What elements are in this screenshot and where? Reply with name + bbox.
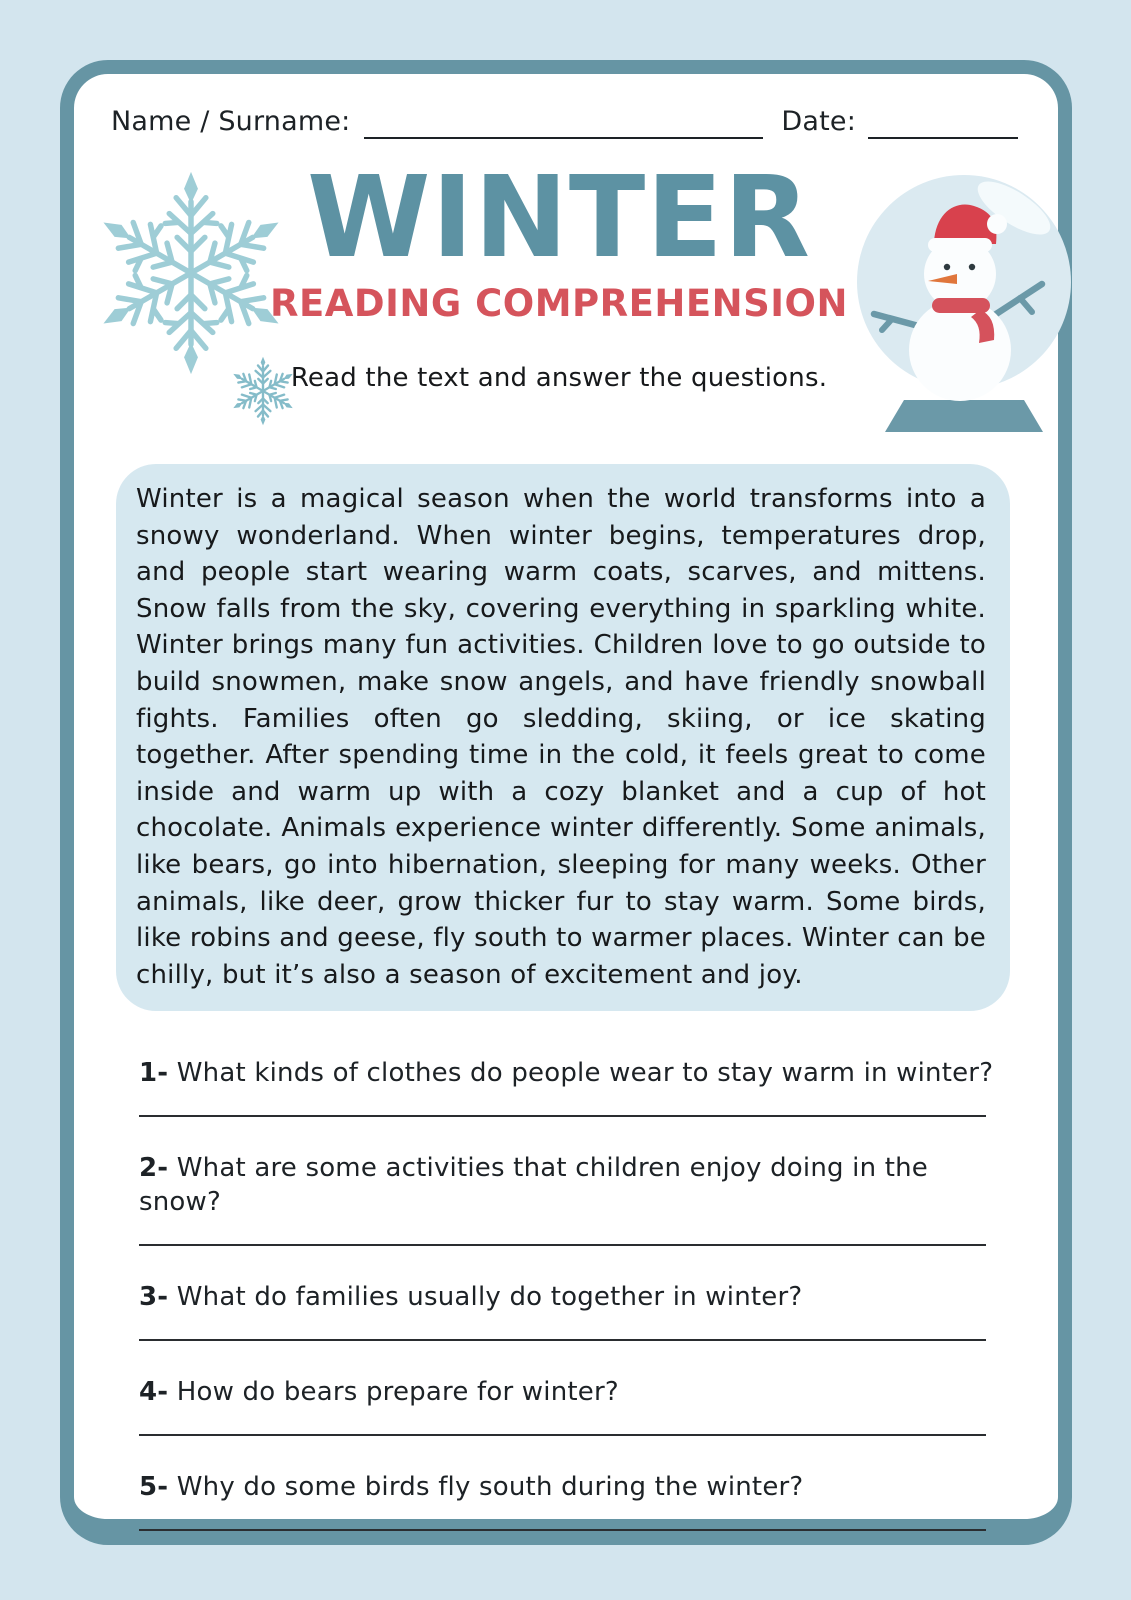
question-block-1 (139, 1056, 999, 1117)
question-1 (139, 1056, 999, 1090)
question-2-number: 2- (139, 1153, 169, 1184)
worksheet-header (74, 74, 1058, 464)
globe-base (885, 400, 1043, 432)
name-label: Name / Surname: (111, 106, 351, 137)
page-title: WINTER (306, 153, 812, 283)
date-blank-line[interactable] (868, 107, 1018, 139)
question-5 (139, 1470, 999, 1504)
answer-line-4[interactable] (139, 1434, 986, 1436)
question-3-text: What do families usually do together in winter? (176, 1282, 803, 1313)
question-4 (139, 1375, 999, 1409)
answer-line-5[interactable] (139, 1529, 986, 1531)
question-5-text: Why do some birds fly south during the winter? (176, 1472, 804, 1503)
answer-line-3[interactable] (139, 1339, 986, 1341)
question-1-text: What kinds of clothes do people wear to stay warm in winter? (176, 1058, 994, 1089)
question-4-number: 4- (139, 1377, 169, 1408)
question-2 (139, 1151, 999, 1219)
question-3-number: 3- (139, 1282, 169, 1313)
question-2-text: What are some activities that children enjoy doing in the snow? (139, 1153, 928, 1218)
name-date-row (111, 106, 1018, 139)
question-4-text: How do bears prepare for winter? (176, 1377, 619, 1408)
answer-line-2[interactable] (139, 1244, 986, 1246)
question-1-number: 1- (139, 1058, 169, 1089)
question-block-5 (139, 1470, 999, 1531)
page-subtitle: READING COMPREHENSION (270, 282, 848, 325)
snow-globe-illustration (844, 164, 1084, 436)
question-3 (139, 1280, 999, 1314)
questions-section (139, 1056, 999, 1531)
question-block-3 (139, 1280, 999, 1341)
name-blank-line[interactable] (364, 107, 763, 139)
question-5-number: 5- (139, 1472, 169, 1503)
passage-box (116, 464, 1010, 1011)
date-label: Date: (781, 106, 856, 137)
question-block-2 (139, 1151, 999, 1246)
answer-line-1[interactable] (139, 1115, 986, 1117)
question-block-4 (139, 1375, 999, 1436)
instruction-text: Read the text and answer the questions. (290, 363, 828, 393)
title-block (224, 153, 894, 393)
passage-text: Winter is a magical season when the world transforms into a snowy wonderland. When winter begins, temperatures drop, and people start wearing warm coats, scarves, and mittens. Snow falls from the sky, covering everything in sparkling white. Winter brings many fun activities. Children love to go outside to build snowmen, make snow angels, and have friendly snowball fights. Families often go sledding, skiing, or ice skating together. After spending time in the cold, it feels great to come inside and warm up with a cozy blanket and a cup of hot chocolate. Animals experience winter differently. Some animals, like bears, go into hibernation, sleeping for many weeks. Other animals, like deer, grow thicker fur to stay warm. Some birds, like robins and geese, fly south to warmer places. Winter can be chilly, but it’s also a season of excitement and joy. (136, 484, 986, 990)
worksheet-card (60, 60, 1072, 1545)
